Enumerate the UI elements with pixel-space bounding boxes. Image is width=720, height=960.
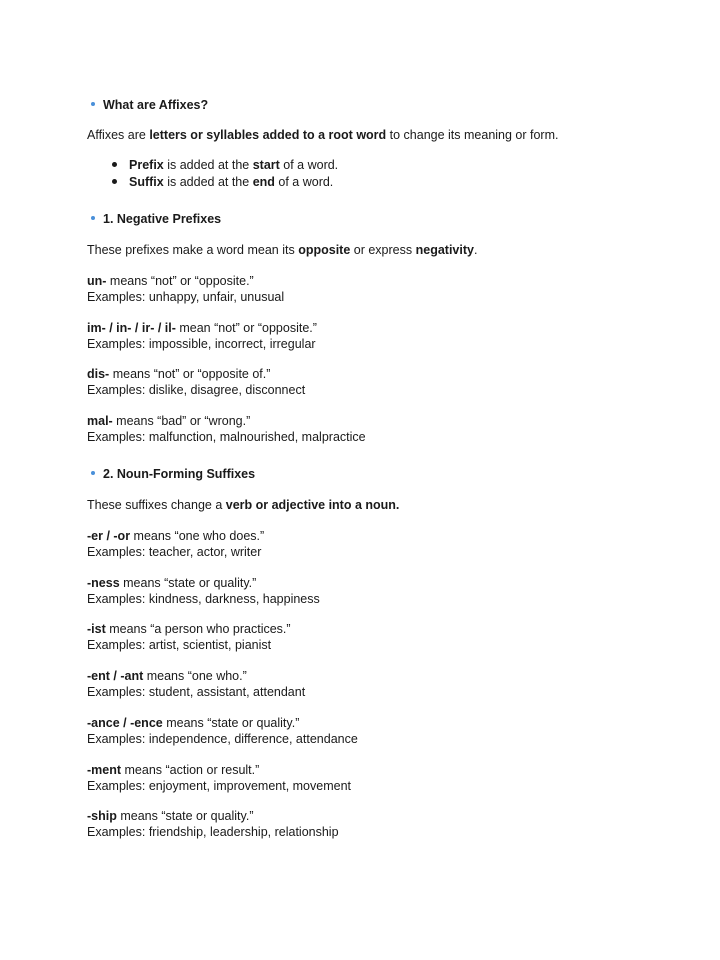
list-item (112, 174, 338, 191)
meaning-line (87, 808, 339, 824)
bold-run: negativity (415, 243, 474, 257)
section-heading-affixes (91, 97, 208, 113)
affix-term: -ship (87, 809, 117, 823)
affix-meaning: means “a person who practices.” (105, 622, 291, 636)
heading-text: 1. Negative Prefixes (103, 212, 222, 226)
examples-line: Examples: independence, difference, attendance (87, 732, 358, 746)
affix-meaning: mean “not” or “opposite.” (175, 321, 317, 335)
affix-term: -ance / -ence (87, 716, 163, 730)
intro-paragraph (87, 127, 558, 143)
affix-term: -er / -or (87, 529, 131, 543)
text-run: Affixes are (87, 128, 150, 142)
bold-run: verb or adjective into a noun. (225, 498, 400, 512)
affix-entry (87, 413, 366, 445)
affix-meaning: means “state or quality.” (116, 809, 254, 823)
affix-entry (87, 528, 264, 560)
affix-term: dis- (87, 367, 110, 381)
affix-entry (87, 273, 284, 305)
meaning-line (87, 621, 291, 637)
text-run: These suffixes change a (87, 498, 226, 512)
heading-text: 2. Noun-Forming Suffixes (103, 467, 256, 481)
examples-line: Examples: dislike, disagree, disconnect (87, 383, 306, 397)
affix-entry (87, 320, 317, 352)
noun-intro-paragraph (87, 497, 399, 513)
affix-meaning: means “state or quality.” (119, 576, 257, 590)
heading-bullet-icon (91, 102, 95, 106)
meaning-line (87, 668, 305, 684)
affix-term: -ment (87, 763, 122, 777)
text-run: of a word. (274, 175, 334, 189)
affix-meaning: means “state or quality.” (162, 716, 300, 730)
meaning-line (87, 528, 264, 544)
affix-entry (87, 762, 351, 794)
bold-run: Suffix (129, 175, 164, 189)
bullet-icon (112, 179, 117, 184)
heading-text: What are Affixes? (103, 98, 209, 112)
examples-line: Examples: kindness, darkness, happiness (87, 592, 320, 606)
affix-meaning: means “not” or “opposite.” (106, 274, 254, 288)
examples-line: Examples: unhappy, unfair, unusual (87, 290, 285, 304)
heading-bullet-icon (91, 216, 95, 220)
bold-run: end (252, 175, 275, 189)
meaning-line (87, 273, 284, 289)
heading-bullet-icon (91, 471, 95, 475)
affix-entry (87, 621, 291, 653)
text-run: or express (350, 243, 416, 257)
bold-run: opposite (298, 243, 351, 257)
section-heading-negative-prefixes (91, 211, 221, 227)
text-run: of a word. (279, 158, 339, 172)
negative-intro-paragraph (87, 242, 477, 258)
affix-term: un- (87, 274, 107, 288)
affix-entry (87, 366, 305, 398)
bullet-icon (112, 162, 117, 167)
affix-meaning: means “one who does.” (130, 529, 265, 543)
list-item (112, 157, 338, 174)
affix-entry (87, 668, 305, 700)
affix-entry (87, 808, 339, 840)
affix-entry (87, 575, 320, 607)
text-run: to change its meaning or form. (386, 128, 559, 142)
meaning-line (87, 762, 351, 778)
text-run: is added at the (163, 158, 253, 172)
text-run: These prefixes make a word mean its (87, 243, 299, 257)
meaning-line (87, 715, 358, 731)
examples-line: Examples: artist, scientist, pianist (87, 638, 272, 652)
affix-term: im- / in- / ir- / il- (87, 321, 176, 335)
examples-line: Examples: impossible, incorrect, irregular (87, 337, 316, 351)
bold-run: Prefix (129, 158, 164, 172)
meaning-line (87, 575, 320, 591)
meaning-line (87, 320, 317, 336)
affix-entry (87, 715, 358, 747)
bold-run: start (252, 158, 280, 172)
affix-meaning: means “bad” or “wrong.” (112, 414, 251, 428)
examples-line: Examples: malfunction, malnourished, malpractice (87, 430, 366, 444)
affix-meaning: means “one who.” (143, 669, 247, 683)
bold-run: letters or syllables added to a root word (149, 128, 387, 142)
text-run: . (473, 243, 478, 257)
meaning-line (87, 413, 366, 429)
examples-line: Examples: student, assistant, attendant (87, 685, 306, 699)
examples-line: Examples: teacher, actor, writer (87, 545, 262, 559)
affix-term: -ist (87, 622, 106, 636)
affix-meaning: means “action or result.” (121, 763, 260, 777)
affix-bullet-list (112, 157, 338, 191)
affix-term: -ent / -ant (87, 669, 144, 683)
text-run: is added at the (163, 175, 253, 189)
meaning-line (87, 366, 305, 382)
affix-meaning: means “not” or “opposite of.” (109, 367, 271, 381)
examples-line: Examples: friendship, leadership, relationship (87, 825, 339, 839)
examples-line: Examples: enjoyment, improvement, movement (87, 779, 351, 793)
section-heading-noun-suffixes (91, 466, 255, 482)
affix-term: -ness (87, 576, 120, 590)
affix-term: mal- (87, 414, 113, 428)
